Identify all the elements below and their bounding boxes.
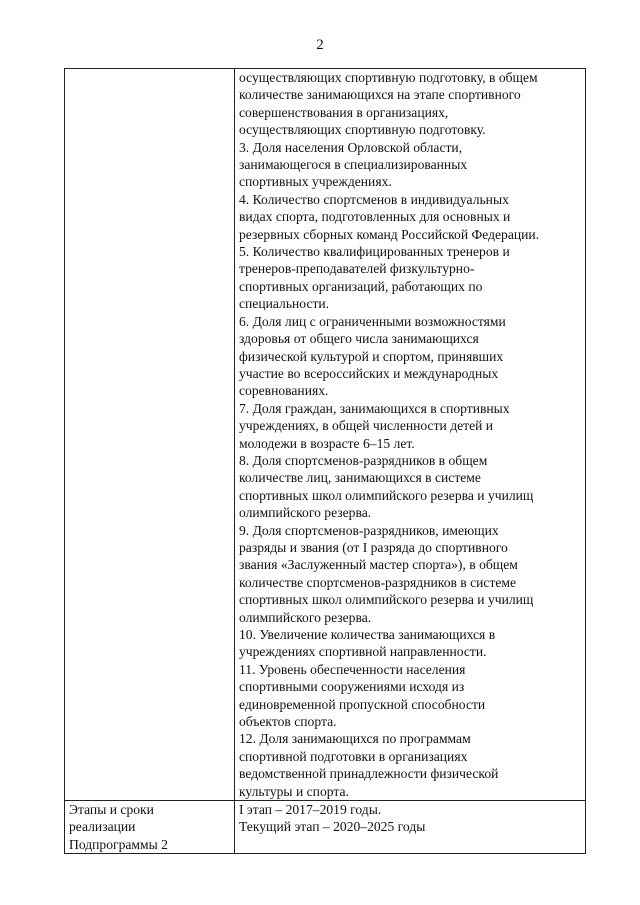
- indicator-text-line: спортивных организаций, работающих по: [239, 278, 483, 294]
- indicator-text-line: 4. Количество спортсменов в индивидуальных: [239, 191, 509, 207]
- indicator-text-line: объектов спорта.: [239, 714, 337, 730]
- indicator-text-line: совершенствования в организациях,: [239, 104, 449, 120]
- table-cell-stages-value: [235, 801, 586, 854]
- table-cell-label-empty: [65, 69, 235, 801]
- indicator-text-line: олимпийского резерва.: [239, 505, 372, 521]
- table-cell-indicators: [235, 69, 586, 801]
- indicator-text-line: спортивных учреждениях.: [239, 174, 392, 190]
- table-row-stages: [65, 801, 586, 854]
- indicator-text-line: количестве лиц, занимающихся в системе: [239, 470, 481, 486]
- stages-label-line: реализации: [69, 819, 136, 835]
- indicator-text-line: 7. Доля граждан, занимающихся в спортивных: [239, 400, 510, 416]
- stages-value-line: Текущий этап – 2020–2025 годы: [239, 819, 426, 835]
- indicator-text-line: участие во всероссийских и международных: [239, 365, 499, 381]
- stages-label: [69, 801, 230, 853]
- indicator-text-line: 3. Доля населения Орловской области,: [239, 139, 463, 155]
- indicator-text-line: спортивной подготовки в организациях: [239, 748, 468, 764]
- indicator-text-line: тренеров-преподавателей физкультурно-: [239, 261, 475, 277]
- indicator-text-line: 9. Доля спортсменов-разрядников, имеющих: [239, 522, 499, 538]
- indicator-text-line: 5. Количество квалифицированных тренеров и: [239, 244, 510, 260]
- indicator-text-line: 11. Уровень обеспеченности населения: [239, 661, 466, 677]
- indicator-text-line: звания «Заслуженный мастер спорта»), в общем: [239, 557, 518, 573]
- indicator-text-line: 12. Доля занимающихся по программам: [239, 731, 471, 747]
- indicator-text-line: ведомственной принадлежности физической: [239, 766, 499, 782]
- indicator-text-line: физической культурой и спортом, принявших: [239, 348, 504, 364]
- indicator-text-line: спортивных школ олимпийского резерва и училищ: [239, 592, 534, 608]
- indicator-list: [239, 69, 581, 800]
- indicator-text-line: единовременной пропускной способности: [239, 696, 486, 712]
- stages-label-line: Подпрограммы 2: [69, 836, 168, 852]
- indicator-text-line: соревнованиях.: [239, 383, 329, 399]
- indicator-text-line: осуществляющих спортивную подготовку.: [239, 122, 486, 138]
- indicator-text-line: 10. Увеличение количества занимающихся в: [239, 627, 496, 642]
- indicator-text-line: 8. Доля спортсменов-разрядников в общем: [239, 452, 488, 468]
- indicator-text-line: спортивных школ олимпийского резерва и училищ: [239, 487, 534, 503]
- indicator-text-line: культуры и спорта.: [239, 783, 349, 799]
- indicator-text-line: количестве занимающихся на этапе спортивного: [239, 87, 521, 103]
- stages-value: [239, 801, 581, 836]
- indicator-text-line: здоровья от общего числа занимающихся: [239, 331, 479, 347]
- indicator-text-line: 6. Доля лиц с ограниченными возможностями: [239, 313, 506, 329]
- table-row-indicators: [65, 69, 586, 801]
- indicator-text-line: осуществляющих спортивную подготовку, в общем: [239, 70, 538, 85]
- stages-value-line: I этап – 2017–2019 годы.: [239, 802, 382, 818]
- indicator-text-line: учреждениях, в общей численности детей и: [239, 418, 494, 434]
- indicator-text-line: количестве спортсменов-разрядников в системе: [239, 574, 517, 590]
- program-table: [64, 68, 586, 854]
- stages-label-line: Этапы и сроки: [69, 802, 154, 818]
- page-number: 2: [316, 37, 324, 53]
- indicator-text-line: молодежи в возрасте 6–15 лет.: [239, 435, 415, 451]
- indicator-text-line: учреждениях спортивной направленности.: [239, 644, 487, 660]
- indicator-text-line: разряды и звания (от I разряда до спортивного: [239, 539, 508, 555]
- indicator-text-line: занимающегося в специализированных: [239, 157, 468, 173]
- indicator-text-line: видах спорта, подготовленных для основных и: [239, 209, 511, 225]
- indicator-text-line: резервных сборных команд Российской Федерации.: [239, 226, 540, 242]
- indicator-text-line: специальности.: [239, 296, 330, 312]
- indicator-text-line: спортивными сооружениями исходя из: [239, 679, 465, 695]
- indicator-text-line: олимпийского резерва.: [239, 609, 372, 625]
- table-cell-stages-label: [65, 801, 235, 854]
